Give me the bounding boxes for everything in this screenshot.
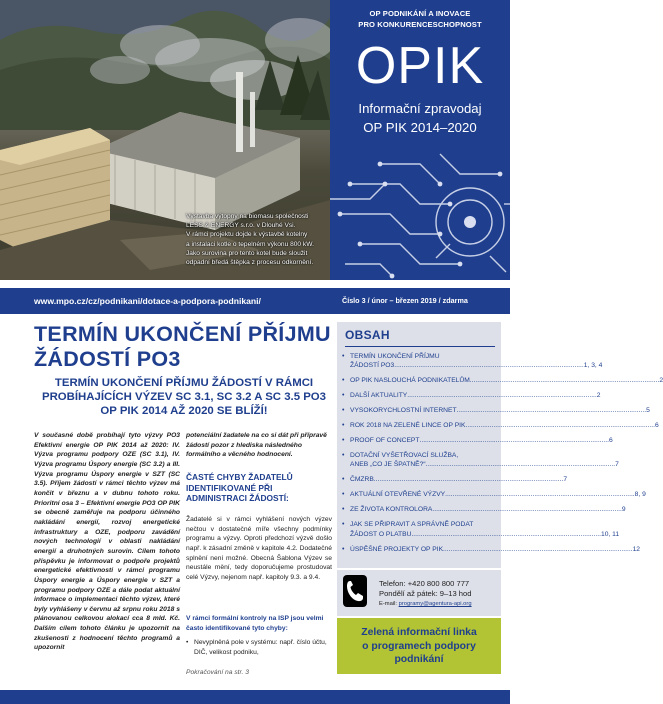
toc-entry-text bbox=[350, 436, 613, 445]
website-url[interactable]: www.mpo.cz/cz/podnikani/dotace-a-podpora-podnikani/ bbox=[0, 288, 330, 314]
toc-item[interactable] bbox=[342, 451, 619, 469]
toc-entry-text bbox=[350, 451, 619, 469]
toc-entry-text bbox=[350, 406, 650, 415]
masthead bbox=[330, 0, 510, 280]
toc-entry-label: VYSOKORYCHLOSTNÍ INTERNET bbox=[350, 407, 457, 415]
toc-entry-text bbox=[350, 520, 619, 538]
programme-line-2: PRO KONKURENCESCHOPNOST bbox=[358, 20, 482, 29]
subhead-line-1: TERMÍN UKONČENÍ PŘÍJMU ŽÁDOSTÍ V RÁMCI bbox=[54, 377, 314, 389]
toc-bullet-icon: • bbox=[342, 377, 345, 385]
toc-entry-text bbox=[350, 352, 602, 370]
green-info-line-box bbox=[337, 618, 501, 674]
error-list-item: • Nevyplněná pole v systému: např. číslo účtu, DIČ, velikost podniku, bbox=[186, 638, 332, 657]
section-body-text: Žadatelé si v rámci vyhlášení nových výzev nečtou v dostatečné míře všechny podmínky programu a výzvy. Oproti předchozí výzvě došlo např. k zásadní změně v kapitole 4.2. Dodatečné splnění není možné. Obecná Šablona Výzev se neustále mění, tedy doporučujeme prostudovat celé Výzvy, nejenom např. kapitoly 9.3. a 9.4. bbox=[186, 516, 332, 581]
toc-entry-text bbox=[350, 391, 601, 400]
article-lead-continuation: potenciální žadatele na co si dát při přípravě žádostí pozor z hlediska následného formálního a věcného hodnocení. bbox=[186, 432, 327, 459]
programme-name bbox=[330, 8, 510, 30]
toc-leader-dots bbox=[465, 421, 655, 430]
toc-entry-label: ROK 2018 NA ZELENÉ LINCE OP PIK bbox=[350, 422, 466, 430]
toc-page-number: 2 bbox=[659, 377, 663, 385]
toc-leader-dots bbox=[419, 436, 609, 445]
toc-page-number: 8, 9 bbox=[634, 491, 646, 499]
toc-page-number: 6 bbox=[609, 437, 613, 445]
toc-leader-dots bbox=[443, 545, 633, 554]
toc-page-number: 7 bbox=[615, 461, 619, 469]
toc-entry-label: AKTUÁLNÍ OTEVŘENÉ VÝZVY bbox=[350, 491, 446, 499]
toc-entry-label: ŽÁDOSTÍ PO3 bbox=[350, 362, 395, 370]
toc-entry-line bbox=[350, 475, 567, 484]
toc-leader-dots bbox=[445, 490, 635, 499]
toc-page-number: 9 bbox=[621, 506, 626, 514]
toc-entry-label: ANEB „CO JE ŠPATNĚ?“ bbox=[350, 461, 426, 469]
opik-logo: OPIK bbox=[355, 37, 485, 95]
cover-photo bbox=[0, 0, 330, 280]
toc-bullet-icon: • bbox=[342, 392, 345, 400]
contact-phone[interactable]: Telefon: +420 800 800 777 bbox=[379, 579, 470, 588]
toc-item[interactable] bbox=[342, 475, 568, 484]
toc-entry-label: PROOF OF CONCEPT bbox=[350, 437, 420, 445]
toc-entry-text bbox=[350, 421, 659, 430]
toc-bullet-icon: • bbox=[342, 491, 345, 499]
caption-line: Výstavba výtopny na biomasu společnosti bbox=[186, 213, 309, 220]
toc-bullet-icon: • bbox=[342, 437, 345, 445]
circuit-pattern-graphic bbox=[330, 144, 510, 280]
caption-line: a instalaci kotle o tepelném výkonu 800 kW. bbox=[186, 240, 314, 248]
toc-bullet-icon: • bbox=[342, 506, 345, 514]
table-of-contents bbox=[337, 322, 663, 568]
toc-page-number: 1, 3, 4 bbox=[583, 362, 603, 370]
toc-entry-line bbox=[350, 530, 619, 539]
headline-line-2: ŽÁDOSTÍ PO3 bbox=[34, 347, 181, 371]
toc-bullet-icon: • bbox=[342, 422, 345, 430]
toc-bullet-icon: • bbox=[342, 476, 345, 484]
toc-item[interactable] bbox=[342, 490, 646, 499]
continued-note[interactable]: Pokračování na str. 3 bbox=[186, 669, 249, 676]
hotline-line-3: podnikání bbox=[394, 654, 444, 666]
caption-line: V rámci projektu dojde k výstavbě kotelny bbox=[186, 231, 308, 239]
toc-entry-line bbox=[350, 376, 663, 385]
caption-line: odpadní bředá štěpka z procesu odkornění. bbox=[186, 259, 314, 267]
toc-item[interactable] bbox=[342, 406, 650, 415]
toc-item[interactable] bbox=[342, 391, 601, 400]
toc-page-number: 10, 11 bbox=[600, 530, 620, 538]
article-subheadline bbox=[34, 376, 334, 418]
caption-line: LESS & ENERGY s.r.o. v Dlouhé Vsi. bbox=[186, 222, 296, 230]
toc-item[interactable] bbox=[342, 436, 613, 445]
toc-leader-dots bbox=[374, 475, 564, 484]
toc-entry-line bbox=[350, 460, 619, 469]
toc-entry-line bbox=[350, 421, 659, 430]
toc-page-number: 6 bbox=[655, 422, 659, 430]
toc-entry-line bbox=[350, 545, 640, 554]
toc-item[interactable] bbox=[342, 421, 659, 430]
toc-item[interactable] bbox=[342, 505, 626, 514]
toc-bullet-icon: • bbox=[342, 407, 345, 415]
toc-leader-dots bbox=[457, 406, 647, 415]
toc-entry-label: ÚSPĚŠNÉ PROJEKTY OP PIK bbox=[350, 545, 444, 553]
phone-handset-icon bbox=[346, 580, 364, 602]
toc-leader-dots bbox=[411, 530, 601, 539]
toc-entry-text bbox=[350, 490, 646, 499]
toc-divider bbox=[345, 346, 495, 347]
toc-entry-text bbox=[350, 545, 640, 554]
toc-leader-dots bbox=[426, 460, 616, 469]
contact-hours: Pondělí až pátek: 9–13 hod bbox=[379, 589, 472, 598]
toc-item[interactable] bbox=[342, 352, 603, 370]
toc-entry-line bbox=[350, 391, 601, 400]
footer-bar bbox=[0, 690, 510, 704]
toc-title: OBSAH bbox=[345, 328, 390, 342]
toc-entry-line bbox=[350, 505, 626, 514]
toc-entry-text bbox=[350, 376, 663, 385]
toc-list bbox=[342, 352, 663, 560]
toc-entry-label: JAK SE PŘIPRAVIT A SPRÁVNĚ PODAT bbox=[350, 521, 474, 529]
toc-entry-label: ZE ŽIVOTA KONTROLORA bbox=[350, 506, 433, 514]
toc-entry-line bbox=[350, 406, 650, 415]
toc-entry-label: ČMZRB bbox=[350, 476, 374, 484]
toc-leader-dots bbox=[407, 391, 597, 400]
newsletter-subtitle: Informační zpravodaj bbox=[358, 101, 482, 116]
toc-entry-label: DALŠÍ AKTUALITY bbox=[350, 392, 408, 400]
toc-entry-text bbox=[350, 505, 626, 514]
toc-entry-line bbox=[350, 436, 613, 445]
hotline-line-1: Zelená informační linka bbox=[361, 627, 477, 638]
toc-page-number: 5 bbox=[646, 407, 650, 415]
toc-entry-label: TERMÍN UKONČENÍ PŘÍJMU bbox=[350, 353, 440, 360]
toc-entry-label: DOTAČNÍ VYŠETŘOVACÍ SLUŽBA, bbox=[350, 452, 459, 460]
article-headline bbox=[34, 322, 334, 372]
toc-entry-text bbox=[350, 475, 567, 484]
contact-email bbox=[379, 600, 501, 608]
hotline-line-2: o programech podpory bbox=[362, 640, 476, 652]
toc-page-number: 12 bbox=[632, 545, 641, 553]
article-lead-column: V současné době probíhají tyto výzvy PO3 Efektivní energie OP PIK 2014 až 2020: IV. Výzva programu podpory OZE (SC 3.1), IV. Výzva programu Úspory energie (SC 3.2) a III. Výzva programu Úspory energie v SZT (SC 3.5). Příjem žádostí v rámci těchto výzev má končit v březnu a v dubnu tohoto roku. Prioritní osa 3 – Efektivní energie PO3 OP PIK se obecně zaměřuje na podporu účinného nakládání energií, rozvoj energetické infrastruktury a OZE, podporu zavádění nových technologií v oblasti nakládání energií a druhotných surovin. Cílem tohoto příspěvku je informovat o podpoře projektů energetické efektivnosti v rámci programu Úspory energie a Úspory energie v SZT a programu podpory OZE a dále podat aktuální informace o implementaci těchto výzev, které byly vyhlášeny v červnu až srpnu roku 2018 s plánovanou celkovou alokací cca 8 mld. Kč. Dalším cílem tohoto článku je upozornit na zkušenosti z hodnocení těchto programů a upozornit bbox=[34, 432, 180, 652]
phone-icon bbox=[343, 575, 367, 607]
photo-caption bbox=[186, 212, 326, 267]
toc-item[interactable] bbox=[342, 520, 620, 538]
newsletter-period: OP PIK 2014–2020 bbox=[363, 120, 477, 135]
toc-leader-dots bbox=[394, 361, 584, 370]
toc-page-number: 2 bbox=[596, 392, 601, 400]
toc-bullet-icon: • bbox=[342, 353, 345, 360]
headline-line-1: TERMÍN UKONČENÍ PŘÍJMU bbox=[34, 322, 331, 346]
toc-bullet-icon: • bbox=[342, 452, 345, 460]
toc-item[interactable] bbox=[342, 545, 641, 554]
section-heading-common-errors: ČASTÉ CHYBY ŽADATELŮ IDENTIFIKOVANÉ PŘI ADMINISTRACI ŽÁDOSTÍ: bbox=[186, 472, 293, 504]
issue-info: Číslo 3 / únor – březen 2019 / zdarma bbox=[330, 288, 510, 314]
caption-line: Jako surovina pro tento kotel bude sloužit bbox=[186, 249, 308, 257]
toc-leader-dots bbox=[432, 505, 622, 514]
programme-line-1: OP PODNIKÁNÍ A INOVACE bbox=[369, 9, 471, 18]
toc-entry-line bbox=[350, 361, 602, 370]
email-link[interactable]: programy@agentura-api.org bbox=[398, 601, 472, 607]
subhead-line-3: OP PIK 2014 AŽ 2020 SE BLÍŽÍ! bbox=[100, 405, 268, 417]
toc-entry-line bbox=[350, 490, 646, 499]
toc-bullet-icon: • bbox=[342, 521, 345, 529]
subhead-line-2: PROBÍHAJÍCÍCH VÝZEV SC 3.1, SC 3.2 A SC 3.5 PO3 bbox=[41, 391, 326, 403]
toc-entry-label: ŽÁDOST O PLATBU bbox=[350, 530, 412, 538]
contact-box bbox=[337, 570, 501, 616]
toc-entry-label: OP PIK NASLOUCHÁ PODNIKATELŮM bbox=[350, 377, 470, 385]
toc-item[interactable] bbox=[342, 376, 663, 385]
formal-check-heading: V rámci formální kontroly na ISP jsou velmi často identifikované tyto chyby: bbox=[186, 615, 324, 632]
email-label: E-mail: bbox=[379, 601, 399, 607]
toc-bullet-icon: • bbox=[342, 545, 345, 553]
toc-page-number: 7 bbox=[563, 476, 568, 484]
toc-leader-dots bbox=[470, 376, 660, 385]
